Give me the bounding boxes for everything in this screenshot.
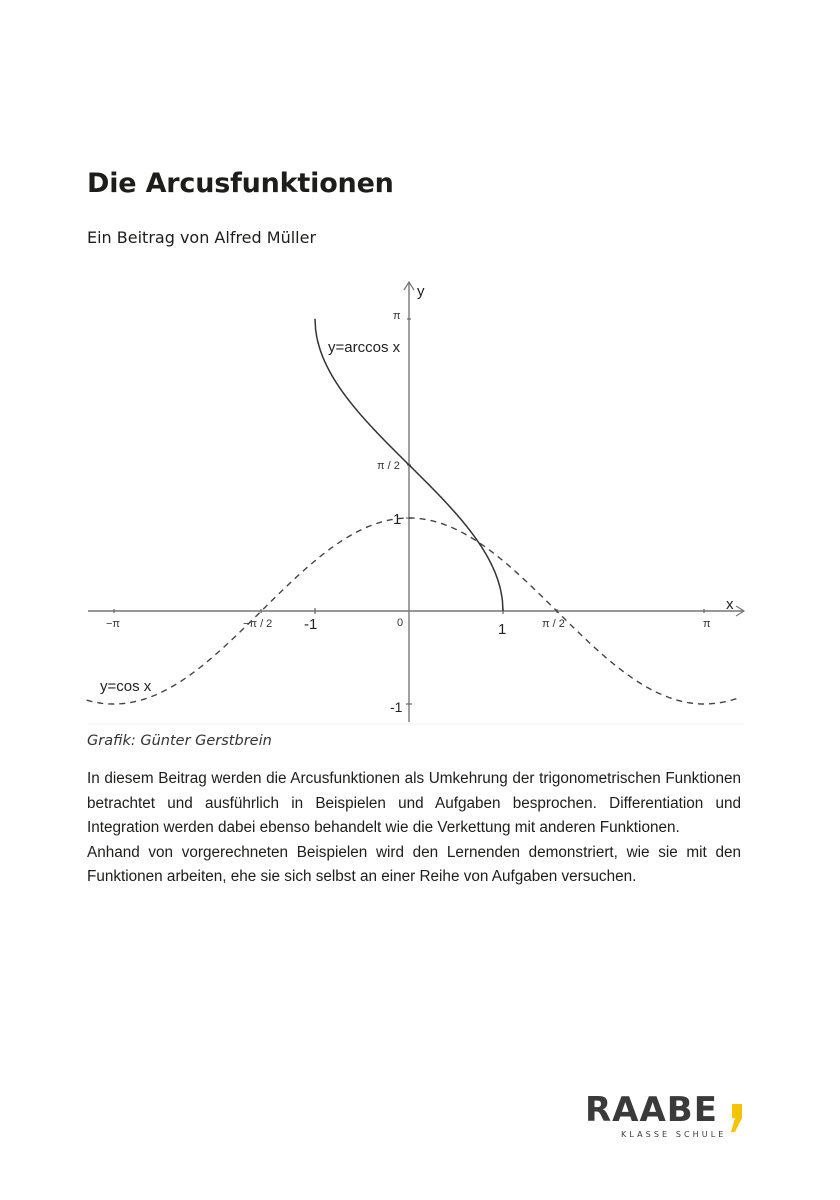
raabe-logo bbox=[585, 1092, 755, 1142]
y-axis-label: y bbox=[417, 283, 425, 300]
x-tick-label: -1 bbox=[304, 616, 318, 633]
paragraph: Anhand von vorgerechneten Beispielen wird den Lernenden demonstriert, wie sie mit den Funktionen arbeiten, ehe sie sich selbst an einer Reihe von Aufgaben versuchen. bbox=[87, 843, 741, 885]
x-tick-label: −π / 2 bbox=[243, 618, 273, 630]
logo-wordmark: RAABE bbox=[585, 1090, 718, 1130]
x-tick-label: π bbox=[703, 618, 711, 630]
function-plot bbox=[0, 270, 840, 730]
page-title: Die Arcusfunktionen bbox=[87, 168, 394, 199]
x-axis-label: x bbox=[726, 596, 734, 613]
y-tick-label: π bbox=[393, 310, 401, 322]
logo-tagline: KLASSE SCHULE bbox=[621, 1130, 727, 1139]
x-tick-label: −π bbox=[106, 618, 121, 630]
x-tick-label: π / 2 bbox=[542, 618, 565, 630]
arccos-cos-graph bbox=[0, 270, 840, 730]
logo-comma-icon bbox=[731, 1104, 743, 1132]
intro-text bbox=[87, 767, 741, 890]
y-tick-label: π / 2 bbox=[377, 460, 400, 472]
arccos-label: y=arccos x bbox=[328, 339, 401, 356]
x-tick-label: 1 bbox=[498, 621, 507, 638]
y-tick-label: 1 bbox=[393, 511, 402, 528]
cos-label: y=cos x bbox=[100, 678, 152, 695]
paragraph: In diesem Beitrag werden die Arcusfunktionen als Umkehrung der trigonometrischen Funktionen betrachtet und ausführlich in Beispielen und Aufgaben besprochen. Differentiation und Integration werden dabei ebenso behandelt wie die Verkettung mit anderen Funktionen. bbox=[87, 770, 741, 836]
author-line: Ein Beitrag von Alfred Müller bbox=[87, 228, 317, 247]
figure-caption: Grafik: Günter Gerstbrein bbox=[87, 733, 272, 749]
x-tick-label: 0 bbox=[397, 617, 404, 629]
y-tick-label: -1 bbox=[390, 699, 403, 715]
